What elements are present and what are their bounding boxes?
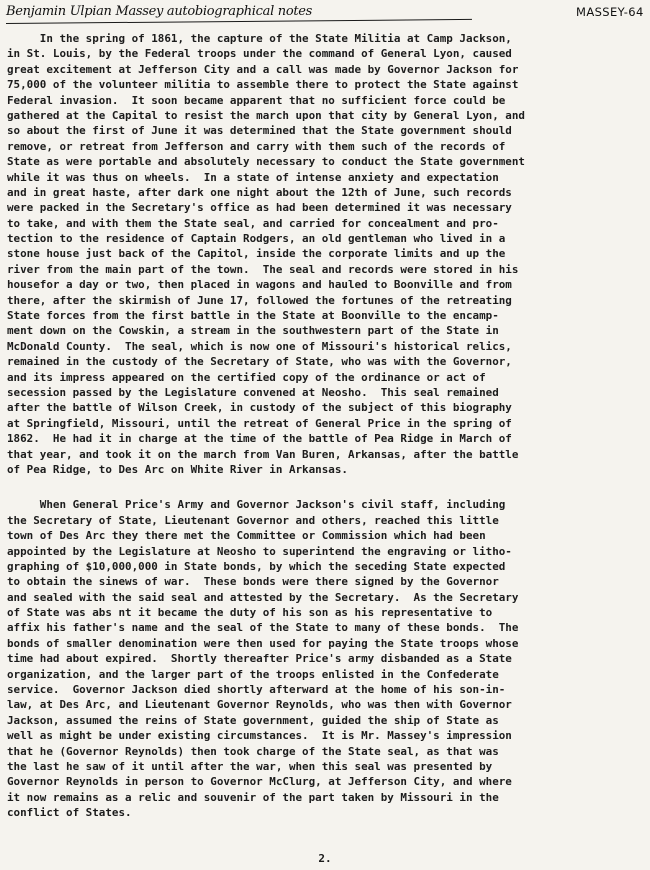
text-line: organization, and the larger part of the troops enlisted in the Confederate [7,667,499,681]
document-reference-tag: MASSEY-64 [576,5,644,19]
text-line: great excitement at Jefferson City and a call was made by Governor Jackson for [7,62,519,76]
text-line: of Pea Ridge, to Des Arc on White River in Arkansas. [7,462,348,476]
text-line: Jackson, assumed the reins of State government, guided the ship of State as [7,713,499,727]
text-line: housefor a day or two, then placed in wagons and hauled to Boonville and from [7,278,512,292]
text-line: remained in the custody of the Secretary of State, who was with the Governor, [7,355,512,369]
text-line: while it was thus on wheels. In a state of intense anxiety and expectation [7,170,499,184]
text-line: gathered at the Capital to resist the march upon that city by General Lyon, and [7,108,525,122]
text-line: well as might be under existing circumstances. It is Mr. Massey's impression [7,729,512,743]
text-line: and in great haste, after dark one night about the 12th of June, such records [7,185,512,199]
title-underline [6,19,472,24]
text-line: tection to the residence of Captain Rodgers, an old gentleman who lived in a [7,232,506,246]
text-line: In the spring of 1861, the capture of the State Militia at Camp Jackson, [7,32,512,45]
paragraph-gap [7,477,643,497]
text-line: remove, or retreat from Jefferson and carry with them such of the records of [7,139,506,153]
text-line: ment down on the Cowskin, a stream in the southwestern part of the State in [7,324,499,338]
text-line: When General Price's Army and Governor Jackson's civil staff, including [7,498,506,512]
text-line: to obtain the sinews of war. These bonds were there signed by the Governor [7,575,499,589]
page-number: 2. [318,852,332,865]
text-line: appointed by the Legislature at Neosho to superintend the engraving or litho- [7,544,512,558]
text-line: so about the first of June it was determined that the State government should [7,124,512,138]
text-line: that year, and took it on the march from Van Buren, Arkansas, after the battle [7,447,519,461]
paragraph-2 [7,497,643,820]
text-line: town of Des Arc they there met the Committee or Commission which had been [7,529,486,543]
text-line: time had about expired. Shortly thereafter Price's army disbanded as a State [7,652,512,666]
text-line: in St. Louis, by the Federal troops under the command of General Lyon, caused [7,47,512,61]
text-line: river from the main part of the town. The seal and records were stored in his [7,262,519,276]
text-line: the last he saw of it until after the war, when this seal was presented by [7,759,493,773]
text-line: 75,000 of the volunteer militia to assemble there to protect the State against [7,78,519,92]
text-line: secession passed by the Legislature convened at Neosho. This seal remained [7,385,499,399]
paragraph-1 [7,31,643,477]
text-line: and its impress appeared on the certified copy of the ordinance or act of [7,370,486,384]
text-line: it now remains as a relic and souvenir of the part taken by Missouri in the [7,790,499,804]
text-line: Governor Reynolds in person to Governor McClurg, at Jefferson City, and where [7,775,512,789]
text-line: affix his father's name and the seal of the State to many of these bonds. The [7,621,519,635]
text-line: conflict of States. [7,806,132,820]
text-line: stone house just back of the Capitol, inside the corporate limits and up the [7,247,506,261]
text-line: State as were portable and absolutely necessary to conduct the State government [7,155,525,169]
text-line: were packed in the Secretary's office as had been determined it was necessary [7,201,512,215]
typed-body-text [7,31,643,821]
text-line: at Springfield, Missouri, until the retreat of General Price in the spring of [7,416,512,430]
handwritten-title: Benjamin Ulpian Massey autobiographical notes [6,4,313,19]
text-line: and sealed with the said seal and attested by the Secretary. As the Secretary [7,590,519,604]
text-line: to take, and with them the State seal, and carried for concealment and pro- [7,216,499,230]
text-line: 1862. He had it in charge at the time of the battle of Pea Ridge in March of [7,432,512,446]
text-line: State forces from the first battle in the State at Boonville to the encamp- [7,309,499,323]
text-line: the Secretary of State, Lieutenant Governor and others, reached this little [7,513,499,527]
page-header [6,4,646,28]
text-line: graphing of $10,000,000 in State bonds, by which the seceding State expected [7,559,506,573]
text-line: law, at Des Arc, and Lieutenant Governor Reynolds, who was then with Governor [7,698,512,712]
text-line: McDonald County. The seal, which is now one of Missouri's historical relics, [7,339,512,353]
text-line: of State was abs nt it became the duty of his son as his representative to [7,606,493,620]
text-line: service. Governor Jackson died shortly afterward at the home of his son-in- [7,683,506,697]
text-line: there, after the skirmish of June 17, followed the fortunes of the retreating [7,293,512,307]
text-line: after the battle of Wilson Creek, in custody of the subject of this biography [7,401,512,415]
text-line: Federal invasion. It soon became apparent that no sufficient force could be [7,93,506,107]
text-line: that he (Governor Reynolds) then took charge of the State seal, as that was [7,744,499,758]
text-line: bonds of smaller denomination were then used for paying the State troops whose [7,636,519,650]
